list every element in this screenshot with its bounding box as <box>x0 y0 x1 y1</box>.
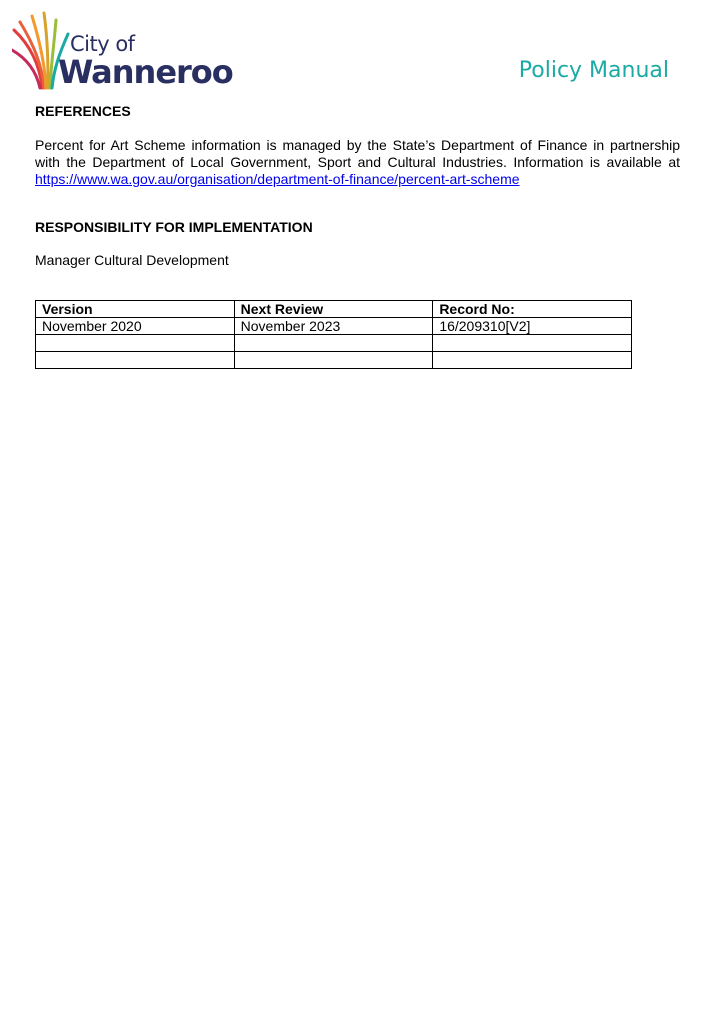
table-row <box>36 318 632 335</box>
table-header-row <box>36 301 632 318</box>
header-version: Version <box>36 301 235 318</box>
references-heading: REFERENCES <box>35 103 131 119</box>
percent-art-scheme-link[interactable]: https://www.wa.gov.au/organisation/department-of-finance/percent-art-scheme <box>35 171 520 187</box>
document-body <box>35 103 680 369</box>
cell-next-review <box>234 352 433 369</box>
cell-next-review: November 2023 <box>234 318 433 335</box>
references-text: Percent for Art Scheme information is managed by the State’s Department of Finance in partnership with the Department of Local Government, Sport and Cultural Industries. Information is available at <box>35 137 680 170</box>
cell-version <box>36 335 235 352</box>
references-paragraph <box>35 137 680 188</box>
cell-version: November 2020 <box>36 318 235 335</box>
table-row <box>36 352 632 369</box>
header-record-no: Record No: <box>433 301 632 318</box>
header-next-review: Next Review <box>234 301 433 318</box>
responsibility-heading: RESPONSIBILITY FOR IMPLEMENTATION <box>35 219 313 235</box>
responsibility-text: Manager Cultural Development <box>35 252 229 268</box>
logo-wanneroo-text: Wanneroo <box>58 53 233 91</box>
table-row <box>36 335 632 352</box>
policy-manual-title: Policy Manual <box>518 58 669 83</box>
cell-record-no: 16/209310[V2] <box>433 318 632 335</box>
logo-city-of-text: City of <box>70 32 135 56</box>
city-of-wanneroo-logo <box>12 10 232 90</box>
cell-version <box>36 352 235 369</box>
record-table <box>35 300 632 369</box>
cell-next-review <box>234 335 433 352</box>
cell-record-no <box>433 352 632 369</box>
cell-record-no <box>433 335 632 352</box>
